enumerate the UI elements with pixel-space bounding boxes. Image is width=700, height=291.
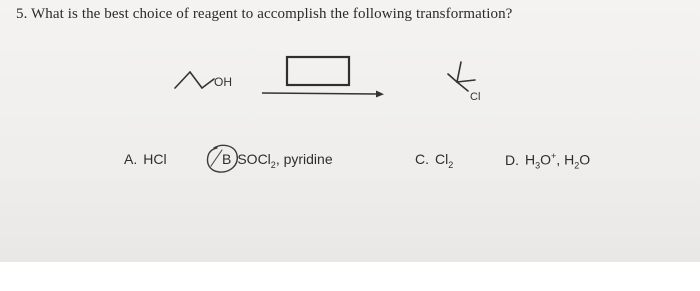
choice-c-subscript: 2 — [448, 159, 454, 170]
choice-b-letter: B — [222, 151, 232, 167]
question-text: 5. What is the best choice of reagent to accomplish the following transformation? — [16, 6, 513, 22]
product-structure — [448, 62, 475, 91]
answer-box — [287, 57, 349, 85]
reactant-structure — [175, 72, 214, 88]
choice-d-superscript-plus: + — [551, 151, 557, 161]
choice-d-subscript-2: 2 — [574, 160, 580, 171]
choice-d-text-o: O — [540, 151, 552, 168]
choice-c-text: Cl — [435, 151, 449, 167]
choice-d-text-o2: O — [579, 151, 591, 168]
choice-d-letter: D. — [505, 151, 519, 168]
choice-c[interactable] — [415, 151, 453, 170]
choice-d-text-h: H — [525, 151, 536, 168]
choice-a-letter: A. — [124, 151, 138, 167]
product-cl-label: Cl — [470, 91, 481, 103]
choice-b-text-tail: , pyridine — [275, 151, 333, 167]
choice-c-letter: C. — [415, 151, 429, 167]
choice-a-text: HCl — [143, 151, 167, 167]
choice-b-text: SOCl — [237, 151, 271, 167]
choice-d-subscript-3: 3 — [535, 160, 541, 171]
reactant-oh-label: OH — [214, 75, 232, 89]
choice-a[interactable] — [124, 151, 167, 167]
choice-b[interactable] — [222, 151, 333, 170]
reaction-arrow — [262, 91, 384, 98]
choice-d-text-h2: , H — [556, 151, 575, 168]
choice-d[interactable] — [505, 151, 590, 170]
choice-b-subscript: 2 — [270, 159, 276, 170]
